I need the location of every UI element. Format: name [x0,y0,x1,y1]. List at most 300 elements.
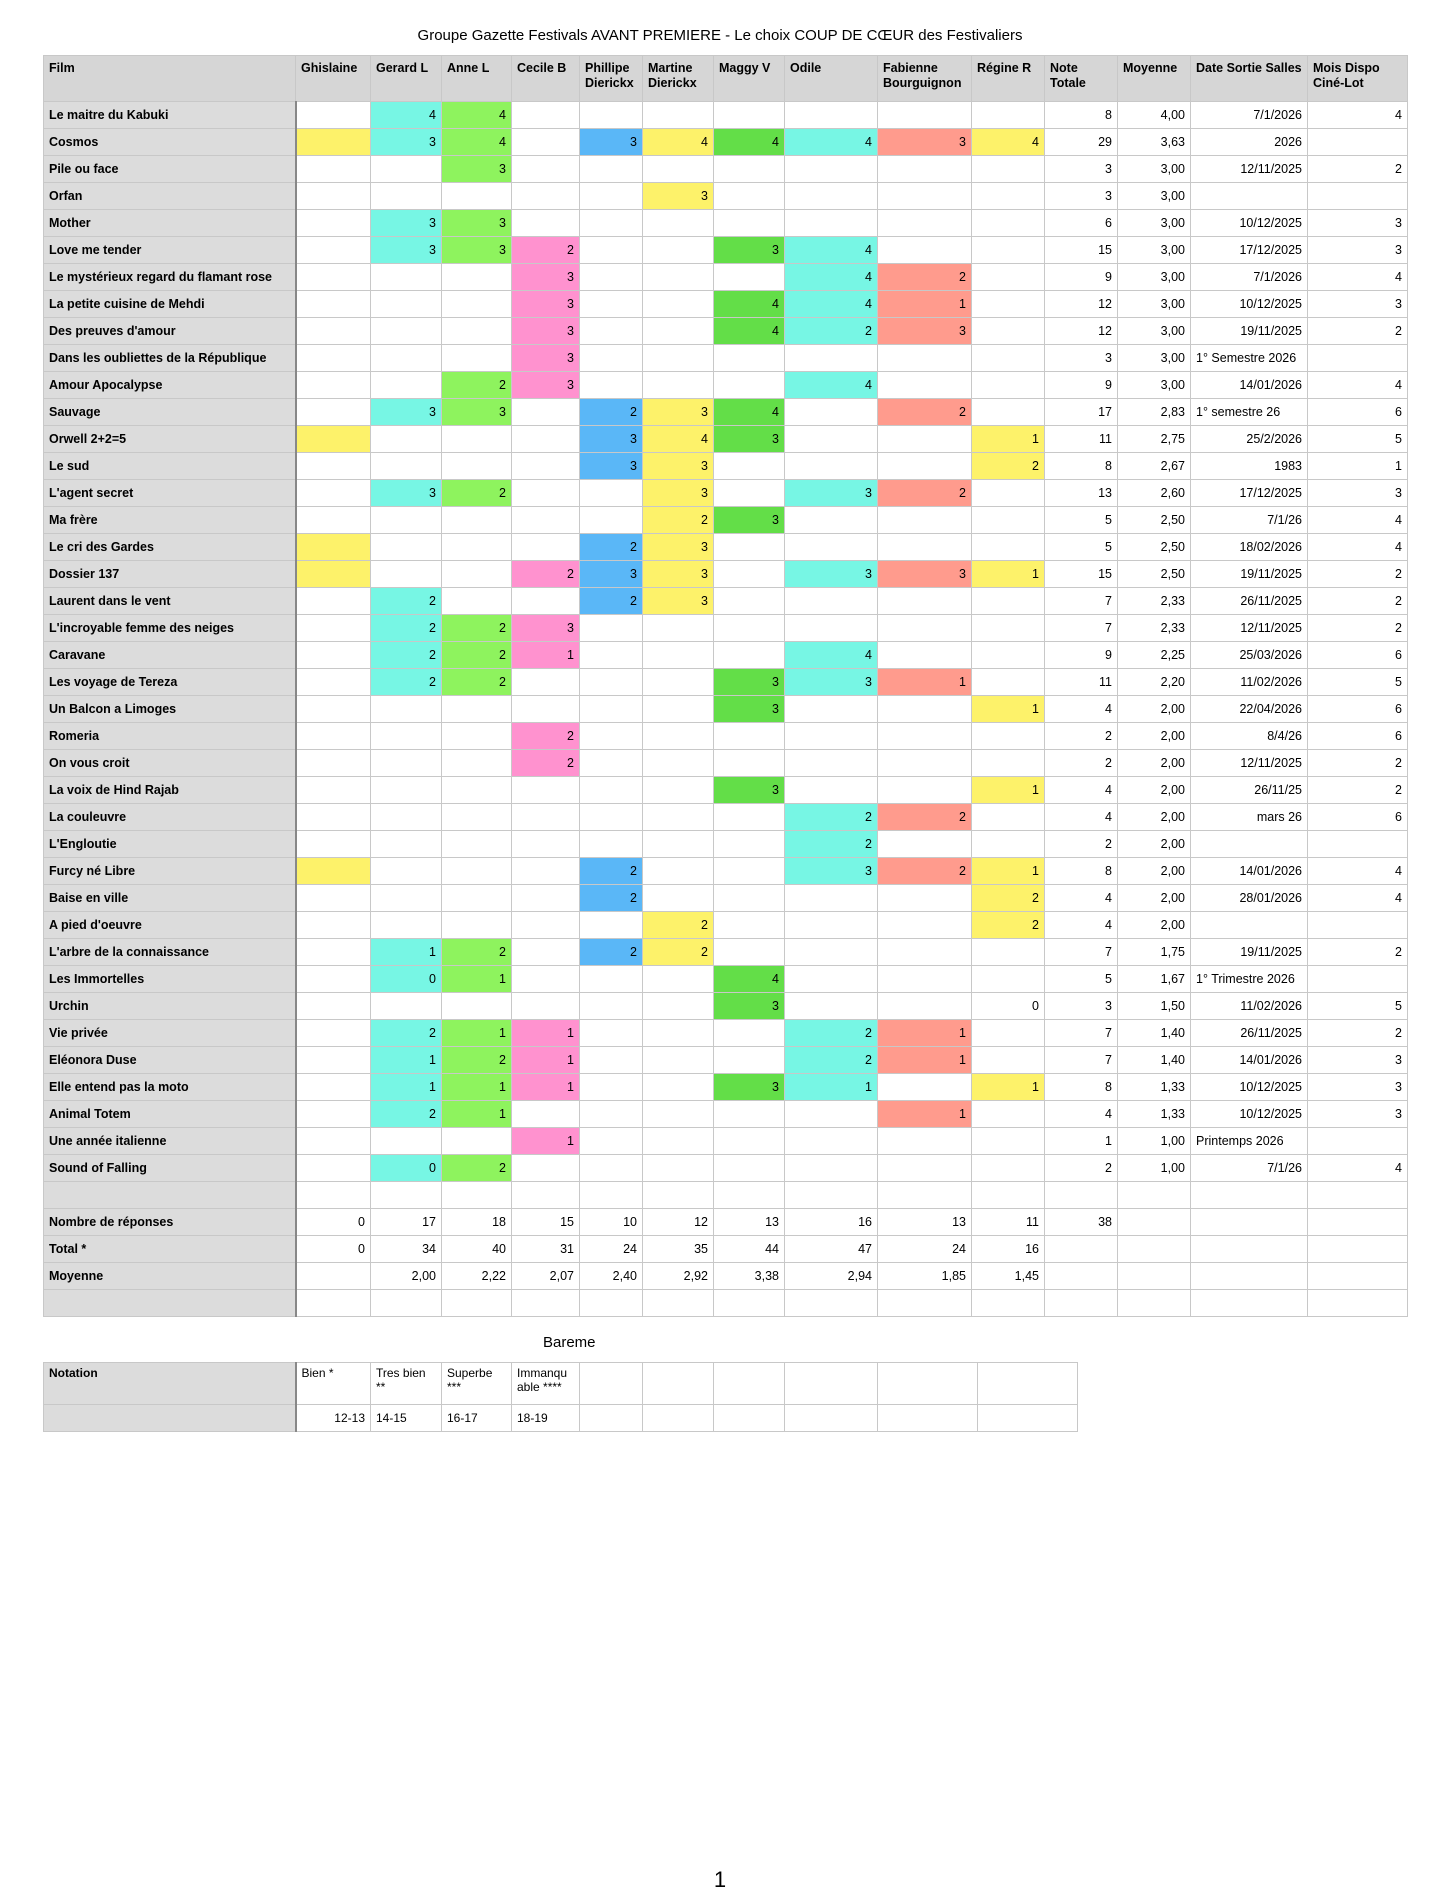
mois-dispo: 1 [1308,453,1408,480]
note-totale: 3 [1045,183,1118,210]
note-totale: 4 [1045,777,1118,804]
mois-dispo: 3 [1308,1101,1408,1128]
film-row [44,777,1408,804]
score-cell: 2 [442,642,512,669]
stat-row [44,1236,1408,1263]
empty-cell [580,1290,643,1317]
score-cell: 2 [785,1020,878,1047]
score-cell: 1 [371,1074,442,1101]
score-cell [643,1101,714,1128]
score-cell [296,804,371,831]
score-cell [643,210,714,237]
score-cell: 4 [714,318,785,345]
empty-cell [580,1405,643,1432]
empty-cell [44,1405,296,1432]
stat-value: 11 [972,1209,1045,1236]
moyenne: 1,40 [1118,1020,1191,1047]
film-title: Pile ou face [44,156,296,183]
moyenne: 2,00 [1118,858,1191,885]
score-cell: 1 [371,1047,442,1074]
score-cell [878,642,972,669]
mois-dispo: 4 [1308,102,1408,129]
score-cell [972,966,1045,993]
moyenne: 2,00 [1118,777,1191,804]
film-title: Love me tender [44,237,296,264]
date-sortie: 1° semestre 26 [1191,399,1308,426]
score-cell: 4 [714,399,785,426]
film-row [44,183,1408,210]
score-cell [643,1020,714,1047]
score-cell: 3 [371,237,442,264]
score-cell [972,534,1045,561]
score-cell [512,534,580,561]
notation-range: 16-17 [442,1405,512,1432]
score-cell [785,939,878,966]
score-cell [371,534,442,561]
score-cell [878,615,972,642]
score-cell [371,912,442,939]
score-cell [714,939,785,966]
score-cell [785,723,878,750]
score-cell: 2 [580,939,643,966]
score-cell: 3 [512,291,580,318]
film-row [44,858,1408,885]
score-cell [580,102,643,129]
score-cell [580,777,643,804]
stat-value: 34 [371,1236,442,1263]
notation-level-name: Superbe *** [442,1363,512,1405]
score-cell [785,966,878,993]
score-cell: 3 [512,318,580,345]
empty-cell [1045,1290,1118,1317]
score-cell: 3 [580,453,643,480]
score-cell [296,723,371,750]
date-sortie [1191,183,1308,210]
score-cell [580,1155,643,1182]
note-totale: 8 [1045,102,1118,129]
score-cell: 3 [580,561,643,588]
score-cell: 2 [371,1020,442,1047]
moyenne: 1,33 [1118,1074,1191,1101]
score-cell [643,966,714,993]
film-row [44,426,1408,453]
score-cell [878,210,972,237]
film-row [44,669,1408,696]
score-cell [512,399,580,426]
score-cell [580,1074,643,1101]
score-cell [371,156,442,183]
film-title: Les Immortelles [44,966,296,993]
film-row [44,1155,1408,1182]
score-cell [512,804,580,831]
date-sortie: 12/11/2025 [1191,156,1308,183]
score-cell: 3 [714,507,785,534]
score-cell [785,993,878,1020]
mois-dispo: 2 [1308,750,1408,777]
note-totale: 8 [1045,1074,1118,1101]
film-row [44,561,1408,588]
score-cell [714,1020,785,1047]
moyenne: 2,67 [1118,453,1191,480]
score-cell [878,507,972,534]
score-cell [580,696,643,723]
note-totale: 3 [1045,345,1118,372]
empty-cell [714,1182,785,1209]
score-cell [643,615,714,642]
score-cell: 4 [714,129,785,156]
score-cell [580,372,643,399]
score-cell [580,237,643,264]
date-sortie: 22/04/2026 [1191,696,1308,723]
mois-dispo: 3 [1308,291,1408,318]
score-cell: 1 [878,1047,972,1074]
mois-dispo: 4 [1308,372,1408,399]
score-cell: 1 [972,426,1045,453]
ratings-table [43,55,1408,1317]
stat-value: 2,22 [442,1263,512,1290]
stat-value: 2,40 [580,1263,643,1290]
moyenne: 1,50 [1118,993,1191,1020]
mois-dispo: 3 [1308,1074,1408,1101]
film-row [44,264,1408,291]
score-cell [785,1155,878,1182]
score-cell [878,993,972,1020]
note-totale: 4 [1045,804,1118,831]
score-cell: 3 [785,561,878,588]
score-cell: 2 [371,588,442,615]
score-cell [878,156,972,183]
score-cell: 3 [580,426,643,453]
score-cell: 2 [371,642,442,669]
film-title: Caravane [44,642,296,669]
score-cell [296,642,371,669]
film-title: Amour Apocalypse [44,372,296,399]
moyenne: 2,00 [1118,696,1191,723]
score-cell: 4 [442,102,512,129]
score-cell: 2 [972,453,1045,480]
empty-cell [1191,1236,1308,1263]
column-header: Date Sortie Salles [1191,56,1308,102]
note-totale: 7 [1045,615,1118,642]
score-cell [972,210,1045,237]
stat-value: 0 [296,1209,371,1236]
film-title: Une année italienne [44,1128,296,1155]
moyenne: 3,00 [1118,372,1191,399]
score-cell: 3 [643,588,714,615]
empty-cell [580,1182,643,1209]
notation-range: 14-15 [371,1405,442,1432]
score-cell: 3 [442,156,512,183]
empty-cell [643,1363,714,1405]
moyenne: 2,00 [1118,750,1191,777]
score-cell [878,1074,972,1101]
film-row [44,237,1408,264]
film-title: Elle entend pas la moto [44,1074,296,1101]
film-title: Baise en ville [44,885,296,912]
header-row [44,56,1408,102]
stat-value: 47 [785,1236,878,1263]
score-cell: 1 [442,1020,512,1047]
score-cell [714,804,785,831]
score-cell [512,858,580,885]
score-cell [371,507,442,534]
film-row [44,453,1408,480]
note-totale: 9 [1045,372,1118,399]
score-cell: 3 [714,237,785,264]
stat-value: 10 [580,1209,643,1236]
note-totale: 3 [1045,156,1118,183]
film-title: Dans les oubliettes de la République [44,345,296,372]
film-row [44,885,1408,912]
score-cell [580,966,643,993]
score-cell [371,318,442,345]
moyenne: 2,00 [1118,831,1191,858]
score-cell [512,939,580,966]
score-cell: 1 [878,1020,972,1047]
score-cell [580,723,643,750]
film-title: Cosmos [44,129,296,156]
score-cell [371,696,442,723]
score-cell [785,534,878,561]
date-sortie: 19/11/2025 [1191,939,1308,966]
score-cell [714,1047,785,1074]
stat-value: 40 [442,1236,512,1263]
score-cell [785,102,878,129]
film-row [44,1047,1408,1074]
moyenne: 1,75 [1118,939,1191,966]
note-totale: 3 [1045,993,1118,1020]
score-cell [643,318,714,345]
score-cell [442,291,512,318]
mois-dispo [1308,966,1408,993]
score-cell [371,885,442,912]
score-cell [371,993,442,1020]
notation-range: 12-13 [296,1405,371,1432]
score-cell: 1 [442,966,512,993]
stat-label: Moyenne [44,1263,296,1290]
note-totale: 4 [1045,912,1118,939]
film-title: Sauvage [44,399,296,426]
column-header: Phillipe Dierickx [580,56,643,102]
moyenne: 3,00 [1118,264,1191,291]
film-row [44,1128,1408,1155]
mois-dispo: 2 [1308,777,1408,804]
score-cell [972,237,1045,264]
empty-cell [878,1363,978,1405]
score-cell [972,507,1045,534]
empty-cell [714,1405,785,1432]
note-totale: 11 [1045,669,1118,696]
score-cell: 2 [512,237,580,264]
empty-cell [978,1405,1078,1432]
moyenne: 2,50 [1118,507,1191,534]
mois-dispo: 3 [1308,1047,1408,1074]
score-cell [580,210,643,237]
empty-cell [1308,1290,1408,1317]
score-cell: 3 [643,183,714,210]
stat-value: 2,92 [643,1263,714,1290]
empty-cell [1191,1290,1308,1317]
notation-label: Notation [44,1363,296,1405]
score-cell [442,831,512,858]
score-cell [878,102,972,129]
film-title: La voix de Hind Rajab [44,777,296,804]
date-sortie: 28/01/2026 [1191,885,1308,912]
film-row [44,912,1408,939]
film-title: La petite cuisine de Mehdi [44,291,296,318]
moyenne: 2,33 [1118,615,1191,642]
column-header: Gerard L [371,56,442,102]
date-sortie: 17/12/2025 [1191,480,1308,507]
score-cell [643,885,714,912]
score-cell [580,831,643,858]
stat-value: 16 [972,1236,1045,1263]
score-cell [580,804,643,831]
film-title: Sound of Falling [44,1155,296,1182]
film-row [44,399,1408,426]
score-cell [785,426,878,453]
note-totale: 2 [1045,831,1118,858]
score-cell [972,615,1045,642]
film-title: Vie privée [44,1020,296,1047]
note-totale: 5 [1045,966,1118,993]
score-cell: 3 [371,399,442,426]
moyenne: 2,00 [1118,912,1191,939]
score-cell [785,453,878,480]
mois-dispo: 6 [1308,399,1408,426]
score-cell [785,399,878,426]
moyenne: 3,00 [1118,291,1191,318]
score-cell [512,588,580,615]
score-cell: 3 [371,129,442,156]
score-cell: 4 [442,129,512,156]
score-cell: 0 [371,1155,442,1182]
score-cell [442,507,512,534]
score-cell: 4 [785,291,878,318]
mois-dispo: 2 [1308,318,1408,345]
film-title: Les voyage de Tereza [44,669,296,696]
moyenne: 2,00 [1118,723,1191,750]
date-sortie [1191,912,1308,939]
empty-cell [371,1182,442,1209]
empty-cell [1118,1236,1191,1263]
score-cell [972,480,1045,507]
score-cell: 4 [643,426,714,453]
score-cell [643,345,714,372]
date-sortie: 19/11/2025 [1191,561,1308,588]
score-cell: 4 [371,102,442,129]
score-cell [714,1101,785,1128]
score-cell [296,534,371,561]
score-cell: 1 [442,1074,512,1101]
film-title: Laurent dans le vent [44,588,296,615]
score-cell [972,156,1045,183]
date-sortie: 7/1/26 [1191,1155,1308,1182]
score-cell [580,1047,643,1074]
film-title: Le maitre du Kabuki [44,102,296,129]
film-title: Le cri des Gardes [44,534,296,561]
date-sortie: 26/11/25 [1191,777,1308,804]
stat-value: 18 [442,1209,512,1236]
score-cell [785,750,878,777]
score-cell [442,885,512,912]
mois-dispo: 2 [1308,156,1408,183]
stat-value: 12 [643,1209,714,1236]
score-cell: 2 [580,588,643,615]
moyenne: 1,00 [1118,1128,1191,1155]
score-cell: 4 [785,129,878,156]
film-row [44,939,1408,966]
stat-value: 15 [512,1209,580,1236]
score-cell [878,966,972,993]
score-cell [512,129,580,156]
empty-cell [1191,1263,1308,1290]
score-cell: 3 [878,129,972,156]
score-cell [785,1101,878,1128]
moyenne: 2,33 [1118,588,1191,615]
date-sortie: 19/11/2025 [1191,318,1308,345]
score-cell [371,372,442,399]
empty-cell [972,1290,1045,1317]
score-cell [643,1074,714,1101]
score-cell [296,1128,371,1155]
date-sortie: 10/12/2025 [1191,1074,1308,1101]
score-cell [296,615,371,642]
stat-value: 31 [512,1236,580,1263]
score-cell: 3 [512,372,580,399]
score-cell: 3 [643,399,714,426]
score-cell [442,318,512,345]
score-cell: 2 [878,264,972,291]
score-cell [580,993,643,1020]
score-cell: 3 [785,858,878,885]
score-cell: 3 [714,426,785,453]
score-cell [512,885,580,912]
film-row [44,966,1408,993]
mois-dispo: 5 [1308,426,1408,453]
moyenne: 2,50 [1118,534,1191,561]
empty-cell [442,1290,512,1317]
stat-value: 13 [714,1209,785,1236]
film-row [44,156,1408,183]
score-cell [371,453,442,480]
score-cell: 2 [785,1047,878,1074]
score-cell [785,345,878,372]
film-row [44,993,1408,1020]
score-cell [296,912,371,939]
mois-dispo: 2 [1308,561,1408,588]
score-cell [512,669,580,696]
score-cell [785,696,878,723]
score-cell [878,1155,972,1182]
stat-row [44,1263,1408,1290]
score-cell: 2 [878,480,972,507]
score-cell [972,102,1045,129]
film-row [44,345,1408,372]
score-cell: 1 [878,291,972,318]
score-cell: 4 [785,237,878,264]
score-cell [580,291,643,318]
film-row [44,480,1408,507]
empty-cell [785,1405,878,1432]
score-cell [714,1155,785,1182]
moyenne: 2,00 [1118,885,1191,912]
score-cell [512,102,580,129]
notation-range: 18-19 [512,1405,580,1432]
score-cell [296,1047,371,1074]
stat-value: 3,38 [714,1263,785,1290]
film-title: Romeria [44,723,296,750]
